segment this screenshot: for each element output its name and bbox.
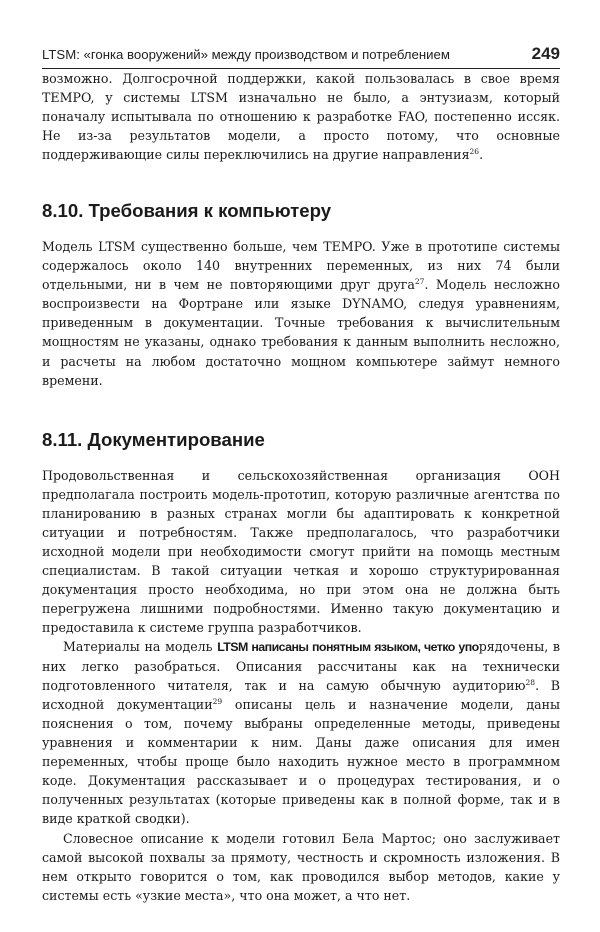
computer-requirements-text-2: . Модель несложно воспроизвести на Фортране или языке DYNAMO, следуя уравнениям, приведенным в документации. Точные требования к вычислительным мощностям не указаны, однако требования к данным выполнить несложно, и расчеты на любом достаточно мощном компьютере займут немного времени. xyxy=(42,277,560,388)
footnote-ref-27: 27 xyxy=(414,277,425,287)
running-head xyxy=(42,44,560,65)
footnote-ref-29: 29 xyxy=(212,697,223,707)
documentation-lead: Материалы на модель xyxy=(63,639,218,655)
page-body xyxy=(42,69,560,905)
intro-paragraph xyxy=(42,69,560,164)
section-heading-8-11: 8.11. Документирование xyxy=(42,428,265,450)
documentation-text-2: . В исходной документации xyxy=(42,678,560,713)
documentation-text-1: рядочены, в них легко разобраться. Описания рассчитаны как на технически подготовленного читателя, так и на самую обычную аудиторию xyxy=(42,639,560,694)
footnote-ref-28: 28 xyxy=(525,678,536,688)
running-head-title: LTSM: «гонка вооружений» между производством и потреблением xyxy=(42,47,450,62)
computer-requirements-paragraph xyxy=(42,237,560,389)
intro-end: . xyxy=(479,147,484,163)
section-heading-8-10: 8.10. Требования к компьютеру xyxy=(42,200,332,222)
documentation-paragraph-3: Словесное описание к модели готовил Бела Мартос; оно заслуживает самой высокой похвалы за прямоту, честность и скромность изложения. В нем открыто говорится о том, как проводился выбор методов, какие у системы есть «узкие места», что она может, а что нет. xyxy=(42,830,560,903)
intro-text: возможно. Долгосрочной поддержки, какой пользовалась в свое время TEMPO, у системы LTSM изначально не было, а энтузиазм, который поначалу испытывала по отношению к разработке FAO, постепенно иссяк. Не из-за результатов модели, а просто потому, что основные поддерживающие силы переключились на другие направления xyxy=(42,71,560,163)
documentation-text-3: описаны цель и назначение модели, даны пояснения о том, почему выбраны определенные методы, приведены уравнения и комментарии к ним. Даны даже описания для имен переменных, чтобы проще было находить нужное место в программном коде. Документация рассказывает и о процедурах тестирования, и о полученных результатах (которые приведены как в полной форме, так и в виде краткой сводки). xyxy=(42,697,560,827)
page-number: 249 xyxy=(531,44,560,63)
footnote-ref-26: 26 xyxy=(469,147,480,157)
documentation-bold-run: LTSM написаны понятным языком, четко упо xyxy=(217,640,479,655)
computer-requirements-text-1: Модель LTSM существенно больше, чем TEMPO. Уже в прототипе системы содержалось около 140 внутренних переменных, из них 74 были отдельными, ни в чем не повторяющими друг друга xyxy=(42,239,560,293)
documentation-paragraph-1: Продовольственная и сельскохозяйственная организация ООН предполагала построить модель-прототип, которую различные агентства по планированию в разных странах могли бы адаптировать к конкретной ситуации и потребностям. Также предполагалось, что разработчики исходной модели при необходимости смогут прийти на помощь местным специалистам. В такой ситуации четкая и хорошо структурированная документация просто необходима, но при этом она не должна быть перегружена лишними подробностями. Именно такую документацию и предоставила к системе группа разработчиков. xyxy=(42,467,560,635)
documentation-paragraph-2 xyxy=(42,637,560,828)
